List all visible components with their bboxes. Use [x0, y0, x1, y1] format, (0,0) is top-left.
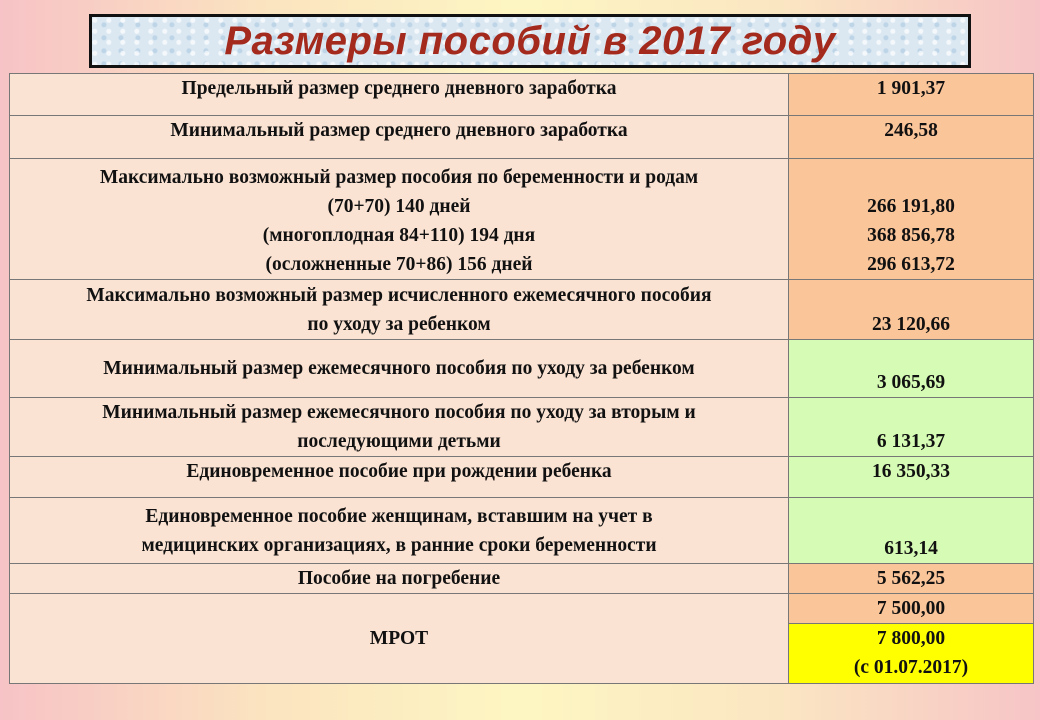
- table-row: [10, 159, 1034, 280]
- row-label: Пособие на погребение: [10, 564, 789, 594]
- row-value: 613,14: [789, 498, 1034, 564]
- page-title: Размеры пособий в 2017 году: [224, 18, 836, 63]
- row-label: Минимальный размер ежемесячного пособия по уходу за вторым и последующими детьми: [10, 398, 789, 457]
- row-value: 5 562,25: [789, 564, 1034, 594]
- row-value: 16 350,33: [789, 457, 1034, 498]
- table-row: [10, 398, 1034, 457]
- row-value: 23 120,66: [789, 280, 1034, 340]
- table-row: [10, 116, 1034, 159]
- table-row: [10, 74, 1034, 116]
- row-value: 1 901,37: [789, 74, 1034, 116]
- title-banner: [89, 14, 971, 68]
- row-label: Максимально возможный размер исчисленного ежемесячного пособия по уходу за ребенком: [10, 280, 789, 340]
- row-label: Минимальный размер ежемесячного пособия по уходу за ребенком: [10, 340, 789, 398]
- row-label: Максимально возможный размер пособия по беременности и родам (70+70) 140 дней (многоплодная 84+110) 194 дня (осложненные 70+86) 156 дней: [10, 159, 789, 280]
- table-row: [10, 498, 1034, 564]
- row-value: 266 191,80 368 856,78 296 613,72: [789, 159, 1034, 280]
- row-value: 3 065,69: [789, 340, 1034, 398]
- benefits-table: [9, 73, 1034, 684]
- row-value: 246,58: [789, 116, 1034, 159]
- table-row: [10, 457, 1034, 498]
- row-value: 7 500,00: [789, 594, 1034, 624]
- row-label: МРОТ: [10, 594, 789, 684]
- row-label: Минимальный размер среднего дневного заработка: [10, 116, 789, 159]
- row-label: Единовременное пособие женщинам, вставшим на учет в медицинских организациях, в ранние сроки беременности: [10, 498, 789, 564]
- row-value: 7 800,00 (с 01.07.2017): [789, 624, 1034, 684]
- table-row: [10, 280, 1034, 340]
- row-value: 6 131,37: [789, 398, 1034, 457]
- row-label: Предельный размер среднего дневного заработка: [10, 74, 789, 116]
- table-row: [10, 564, 1034, 594]
- table-row: [10, 594, 1034, 624]
- table-row: [10, 340, 1034, 398]
- row-label: Единовременное пособие при рождении ребенка: [10, 457, 789, 498]
